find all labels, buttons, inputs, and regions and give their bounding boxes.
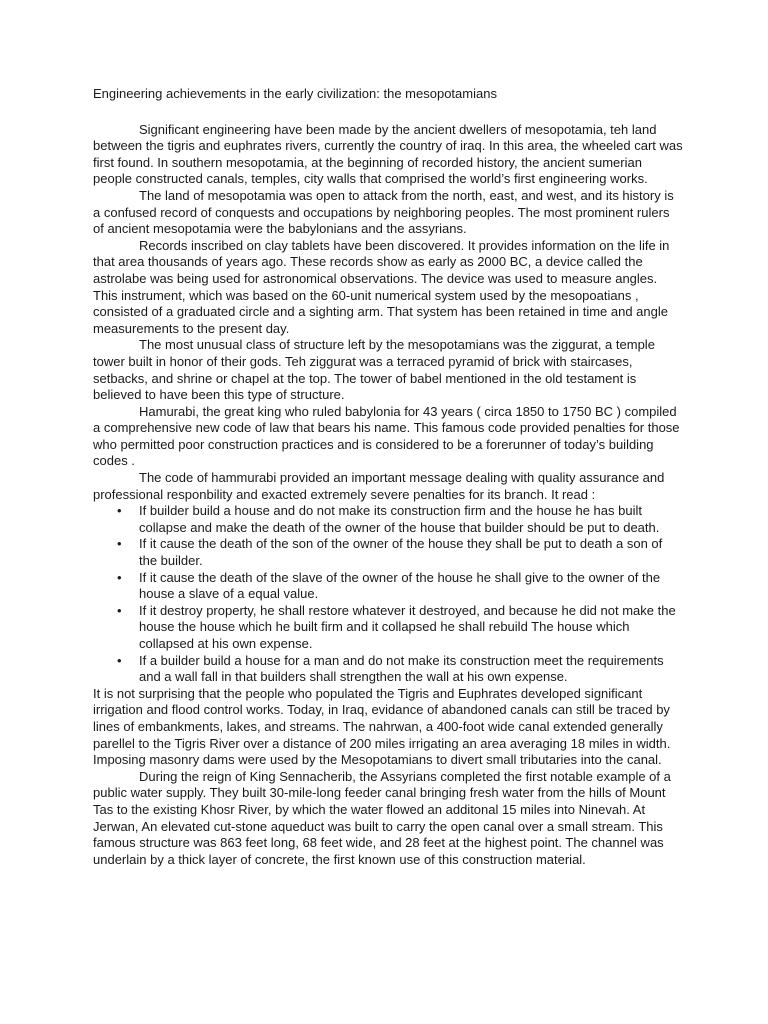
list-item: • If it cause the death of the slave of the owner of the house he shall give to the owner of the house a slave of a equal value.	[139, 570, 683, 603]
paragraph-water-supply: During the reign of King Sennacherib, the Assyrians completed the first notable example of a public water supply. They built 30-mile-long feeder canal bringing fresh water from the hills of Mount Tas to the existing Khosr River, by which the water flowed an additonal 15 miles into Ninevah. At Jerwan, An elevated cut-stone aqueduct was built to carry the open canal over a small stream. This famous structure was 863 feet long, 68 feet wide, and 28 feet at the highest point. The channel was underlain by a thick layer of concrete, the first known use of this construction material.	[93, 768, 671, 867]
list-item: • If a builder build a house for a man and do not make its construction meet the requirements and a wall fall in that builders shall strengthen the wall at his own expense.	[139, 653, 683, 686]
list-item: • If it destroy property, he shall restore whatever it destroyed, and because he did not make the house the house which he built firm and it collapsed he shall rebuild The house which collapsed at his own expense.	[139, 603, 683, 653]
paragraph-5: Hamurabi, the great king who ruled babylonia for 43 years ( circa 1850 to 1750 BC ) compiled a comprehensive new code of law that bears his name. This famous code provided penalties for those who permitted poor construction practices and is considered to be a forerunner of today’s building codes .	[93, 403, 680, 469]
list-item: • If it cause the death of the son of the owner of the house they shall be put to death a son of the builder.	[139, 536, 683, 569]
paragraph-1: Significant engineering have been made by the ancient dwellers of mesopotamia, teh land between the tigris and euphrates rivers, currently the country of iraq. In this area, the wheeled cart was first found. In southern mesopotamia, at the beginning of recorded history, the ancient sumerian people constructed canals, temples, city walls that comprised the world’s first engineering works.	[93, 121, 683, 187]
paragraph-3: Records inscribed on clay tablets have been discovered. It provides information on the life in that area thousands of years ago. These records show as early as 2000 BC, a device called the astrolabe was being used for astronomical observations. The device was used to measure angles. This instrument, which was based on the 60-unit numerical system used by the mesopoatians , consisted of a graduated circle and a sighting arm. That system has been retained in time and angle measurements to the present day.	[93, 237, 670, 336]
document-page	[93, 86, 683, 868]
list-item: • If builder build a house and do not make its construction firm and the house he has built collapse and make the death of the owner of the house that builder should be put to death.	[139, 503, 683, 536]
code-of-hammurabi-list	[93, 503, 683, 686]
document-title: Engineering achievements in the early civilization: the mesopotamians	[93, 86, 497, 101]
paragraph-6: The code of hammurabi provided an important message dealing with quality assurance and professional responbility and exacted extremely severe penalties for its branch. It read :	[93, 470, 665, 502]
paragraph-4: The most unusual class of structure left by the mesopotamians was the ziggurat, a temple tower built in honor of their gods. Teh ziggurat was a terraced pyramid of brick with staircases, setbacks, and shrine or chapel at the top. The tower of babel mentioned in the old testament is believed to have been this type of structure.	[93, 337, 655, 403]
paragraph-irrigation: It is not surprising that the people who populated the Tigris and Euphrates developed significant irrigation and flood control works. Today, in Iraq, evidance of abandoned canals can still be traced by lines of embankments, lakes, and streams. The nahrwan, a 400-foot wide canal extended generally parellel to the Tigris River over a distance of 200 miles irrigating an area averaging 18 miles in width. Imposing masonry dams were used by the Mesopotamians to divert small tributaries into the canal.	[93, 685, 671, 768]
paragraph-2: The land of mesopotamia was open to attack from the north, east, and west, and its history is a confused record of conquests and occupations by neighboring peoples. The most prominent rulers of ancient mesopotamia were the babylonians and the assyrians.	[93, 187, 674, 237]
